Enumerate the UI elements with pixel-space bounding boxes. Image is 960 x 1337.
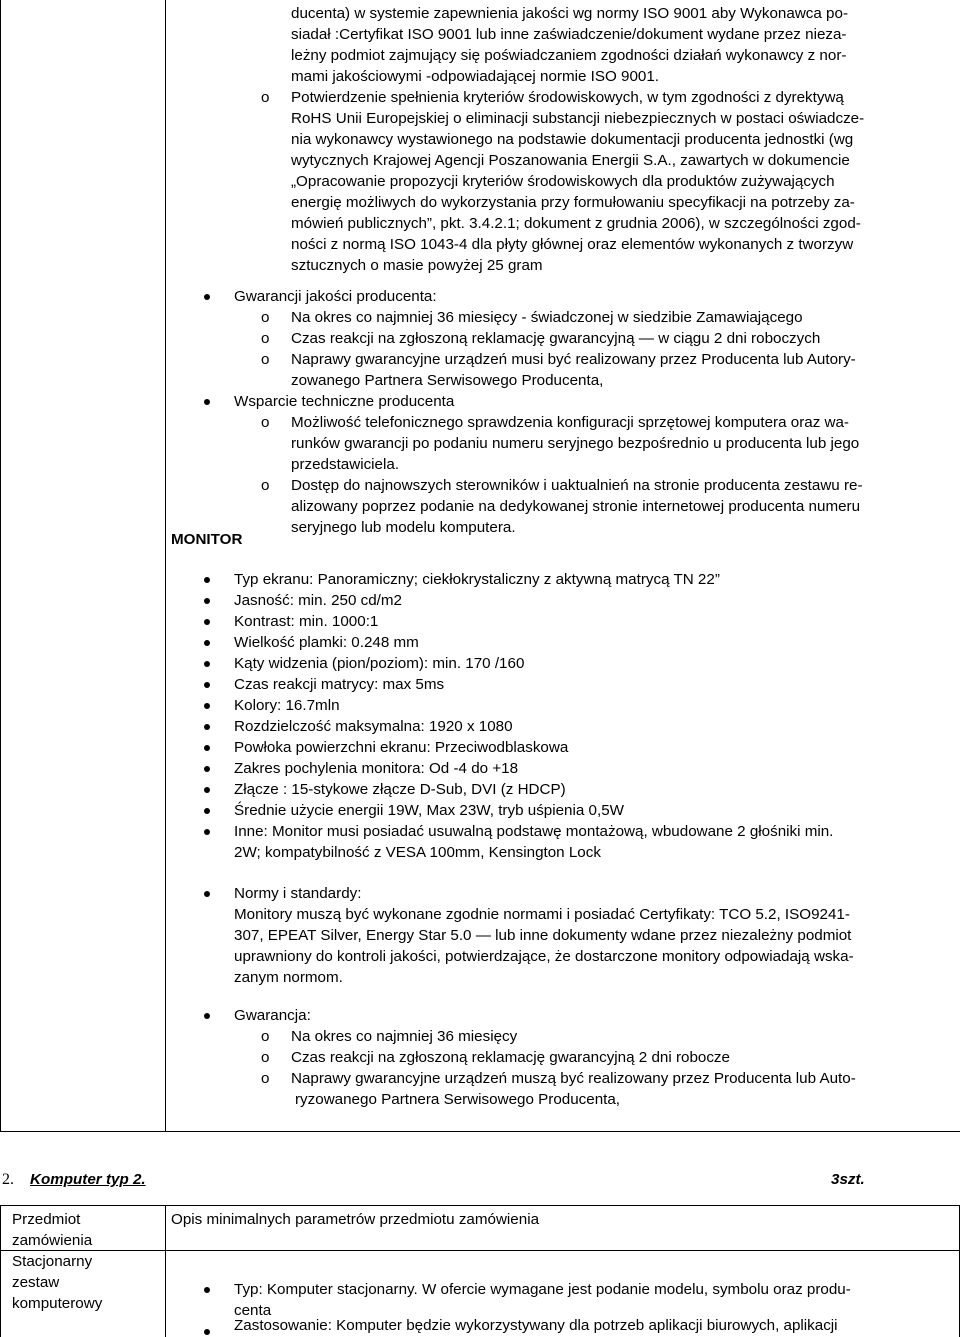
- bullet-dot: [204, 891, 210, 897]
- list-item: Naprawy gwarancyjne urządzeń musi być realizowany przez Producenta lub Autory-: [291, 351, 856, 368]
- section-title: Gwarancja:: [234, 1007, 311, 1024]
- bullet-o: o: [261, 330, 270, 347]
- text-line: Monitory muszą być wykonane zgodnie normami i posiadać Certyfikaty: TCO 5.2, ISO9241-: [234, 906, 850, 923]
- list-item: zowanego Partnera Serwisowego Producenta,: [291, 372, 604, 389]
- list-item: Dostęp do najnowszych sterowników i uaktualnień na stronie producenta zestawu re-: [291, 477, 863, 494]
- text-line: energię możliwych do wykorzystania przy formułowaniu specyfikacji na potrzeby za-: [291, 194, 855, 211]
- bullet-dot: [204, 1287, 210, 1293]
- table-header-col1: zamówienia: [12, 1232, 93, 1249]
- spec-item: Typ ekranu: Panoramiczny; ciekłokrystaliczny z aktywną matrycą TN 22”: [234, 571, 720, 588]
- bullet-dot: [204, 294, 210, 300]
- text-line: nia wykonawcy wystawionego na podstawie dokumentacji producenta jednostki (wg: [291, 131, 854, 148]
- list-item: Zastosowanie: Komputer będzie wykorzystywany dla potrzeb aplikacji biurowych, aplikacji: [234, 1317, 838, 1334]
- text-line: 307, EPEAT Silver, Energy Star 5.0 — lub inne dokumenty wdane przez niezależny podmiot: [234, 927, 852, 944]
- section-title: Komputer typ 2.: [30, 1171, 146, 1188]
- bullet-dot: [204, 577, 210, 583]
- monitor-label: MONITOR: [171, 531, 243, 548]
- table-col-divider: [165, 1205, 166, 1337]
- bullet-o: o: [261, 414, 270, 431]
- bullet-dot: [204, 619, 210, 625]
- text-line: wytycznych Krajowej Agencji Poszanowania Energii S.A., zawartych w dokumencie: [291, 152, 850, 169]
- bullet-dot: [204, 724, 210, 730]
- bullet-o: o: [261, 309, 270, 326]
- bullet-dot: [204, 1329, 210, 1335]
- bullet-dot: [204, 829, 210, 835]
- bullet-o: o: [261, 477, 270, 494]
- section-title: Normy i standardy:: [234, 885, 362, 902]
- bullet-dot: [204, 745, 210, 751]
- bullet-dot: [204, 661, 210, 667]
- list-item: Czas reakcji na zgłoszoną reklamację gwarancyjną 2 dni robocze: [291, 1049, 730, 1066]
- spec-item: Złącze : 15-stykowe złącze D-Sub, DVI (z HDCP): [234, 781, 566, 798]
- row-label: zestaw: [12, 1274, 60, 1291]
- text-line: Potwierdzenie spełnienia kryteriów środowiskowych, w tym zgodności z dyrektywą: [291, 89, 844, 106]
- table-divider: [0, 0, 1, 1132]
- bullet-dot: [204, 703, 210, 709]
- table-left-border: [0, 1205, 1, 1337]
- text-line: leżny podmiot zajmujący się poświadczaniem zgodności działań wykonawcy z nor-: [291, 47, 847, 64]
- spec-item: Średnie użycie energii 19W, Max 23W, tryb uśpienia 0,5W: [234, 802, 624, 819]
- list-item: centa: [234, 1302, 272, 1319]
- list-item: Na okres co najmniej 36 miesięcy - świadczonej w siedzibie Zamawiającego: [291, 309, 803, 326]
- spec-item: 2W; kompatybilność z VESA 100mm, Kensington Lock: [234, 844, 601, 861]
- table-top-border: [0, 1205, 960, 1206]
- list-item: Typ: Komputer stacjonarny. W ofercie wymagane jest podanie modelu, symbolu oraz produ-: [234, 1281, 851, 1298]
- spec-item: Kontrast: min. 1000:1: [234, 613, 379, 630]
- bullet-dot: [204, 787, 210, 793]
- list-item: przedstawiciela.: [291, 456, 400, 473]
- table-header-col1: Przedmiot: [12, 1211, 81, 1228]
- text-line: „Opracowanie propozycji kryteriów środowiskowych dla produktów zużywających: [291, 173, 835, 190]
- bullet-dot: [204, 766, 210, 772]
- row-label: komputerowy: [12, 1295, 103, 1312]
- bullet-o: o: [261, 1028, 270, 1045]
- row-label: Stacjonarny: [12, 1253, 93, 1270]
- bullet-o: o: [261, 1070, 270, 1087]
- list-item: seryjnego lub modelu komputera.: [291, 519, 516, 536]
- bullet-o: o: [261, 89, 270, 106]
- text-line: ducenta) w systemie zapewnienia jakości wg normy ISO 9001 aby Wykonawca po-: [291, 5, 848, 22]
- table-header-border: [0, 1250, 960, 1251]
- section-title: Gwarancji jakości producenta:: [234, 288, 437, 305]
- table-left-border: [165, 0, 166, 1132]
- bullet-dot: [204, 598, 210, 604]
- spec-item: Kolory: 16.7mln: [234, 697, 340, 714]
- spec-item: Wielkość plamki: 0.248 mm: [234, 634, 419, 651]
- list-item: ryzowanego Partnera Serwisowego Producenta,: [295, 1091, 621, 1108]
- table-bottom-border: [0, 1131, 960, 1132]
- text-line: RoHS Unii Europejskiej o eliminacji substancji niebezpiecznych w postaci oświadcze-: [291, 110, 865, 127]
- list-item: Czas reakcji na zgłoszoną reklamację gwarancyjną — w ciągu 2 dni roboczych: [291, 330, 821, 347]
- list-item: alizowany poprzez podanie na dedykowanej stronie internetowej producenta numeru: [291, 498, 861, 515]
- spec-item: Powłoka powierzchni ekranu: Przeciwodblaskowa: [234, 739, 569, 756]
- list-item: Na okres co najmniej 36 miesięcy: [291, 1028, 518, 1045]
- spec-item: Zakres pochylenia monitora: Od -4 do +18: [234, 760, 519, 777]
- bullet-dot: [204, 640, 210, 646]
- bullet-dot: [204, 808, 210, 814]
- quantity: 3szt.: [831, 1171, 865, 1188]
- text-line: mami jakościowymi -odpowiadającej normie ISO 9001.: [291, 68, 660, 85]
- text-line: siadał :Certyfikat ISO 9001 lub inne zaświadczenie/dokument wydane przez nieza-: [291, 26, 847, 43]
- section-number: 2.: [2, 1171, 14, 1188]
- text-line: uprawniony do kontroli jakości, potwierdzające, że dostarczone monitory odpowiadają wska-: [234, 948, 854, 965]
- spec-item: Jasność: min. 250 cd/m2: [234, 592, 402, 609]
- text-line: ności z normą ISO 1043-4 dla płyty głównej oraz elementów wykonanych z tworzyw: [291, 236, 854, 253]
- spec-item: Czas reakcji matrycy: max 5ms: [234, 676, 445, 693]
- text-line: mówień publicznych”, pkt. 3.4.2.1; dokument z grudnia 2006), w szczególności zgod-: [291, 215, 861, 232]
- list-item: Możliwość telefonicznego sprawdzenia konfiguracji sprzętowej komputera oraz wa-: [291, 414, 849, 431]
- table-header-col2: Opis minimalnych parametrów przedmiotu zamówienia: [171, 1211, 540, 1228]
- list-item: Naprawy gwarancyjne urządzeń muszą być realizowany przez Producenta lub Auto-: [291, 1070, 856, 1087]
- text-line: zanym normom.: [234, 969, 343, 986]
- list-item: runków gwarancji po podaniu numeru seryjnego bezpośrednio u producenta lub jego: [291, 435, 860, 452]
- spec-item: Kąty widzenia (pion/poziom): min. 170 /160: [234, 655, 525, 672]
- bullet-dot: [204, 1013, 210, 1019]
- bullet-o: o: [261, 351, 270, 368]
- section-title: Wsparcie techniczne producenta: [234, 393, 455, 410]
- bullet-dot: [204, 682, 210, 688]
- bullet-dot: [204, 399, 210, 405]
- text-line: sztucznych o masie powyżej 25 gram: [291, 257, 543, 274]
- spec-item: Rozdzielczość maksymalna: 1920 x 1080: [234, 718, 513, 735]
- spec-item: Inne: Monitor musi posiadać usuwalną podstawę montażową, wbudowane 2 głośniki min.: [234, 823, 834, 840]
- bullet-o: o: [261, 1049, 270, 1066]
